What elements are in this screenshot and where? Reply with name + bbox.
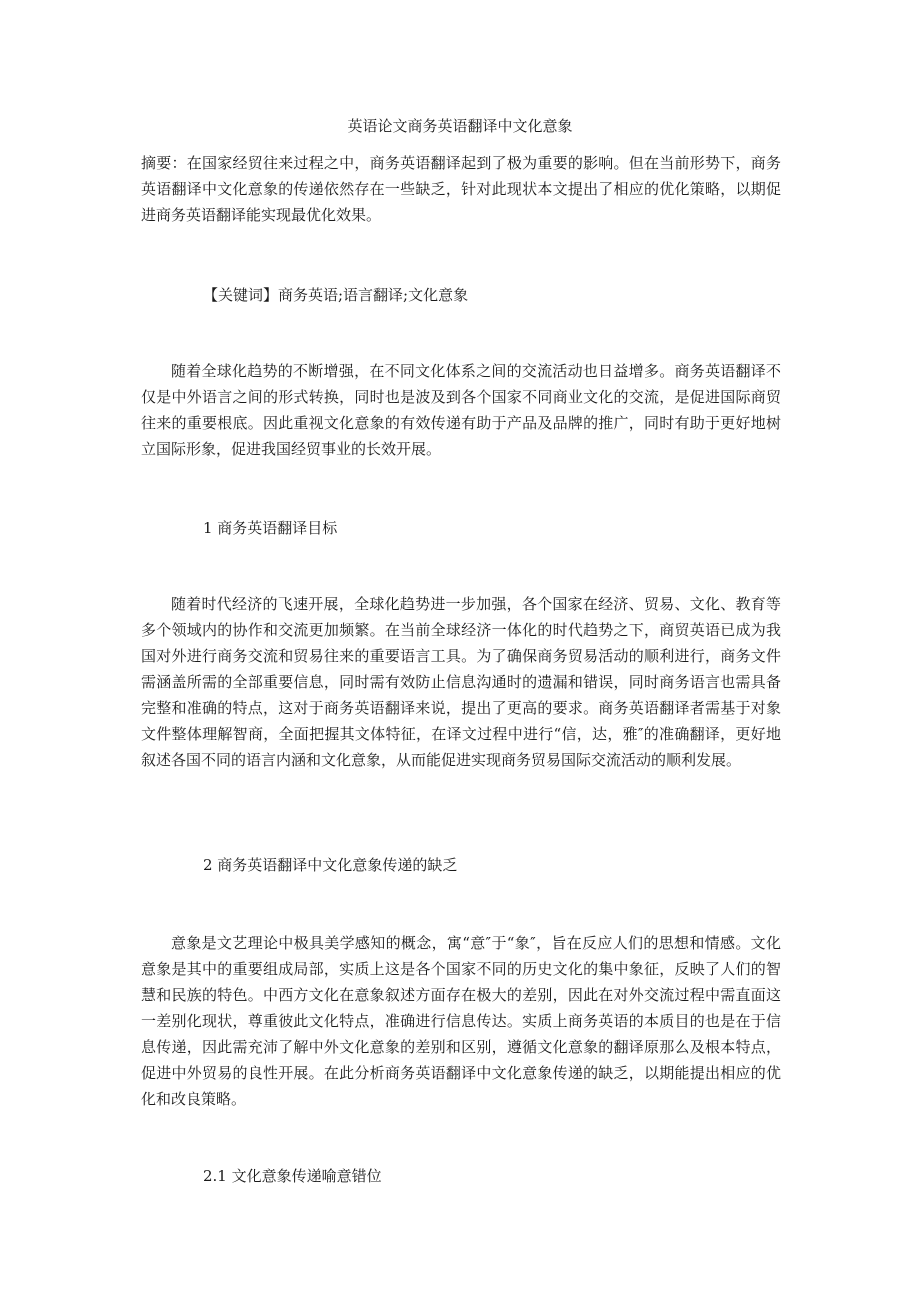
section-2-heading: 2 商务英语翻译中文化意象传递的缺乏 [203, 856, 458, 874]
document-title: 英语论文商务英语翻译中文化意象 [347, 117, 573, 135]
abstract-paragraph: 摘要：在国家经贸往来过程之中，商务英语翻译起到了极为重要的影响。但在当前形势下，商务英语翻译中文化意象的传递依然存在一些缺乏，针对此现状本文提出了相应的优化策略，以期促进商务英语翻译能实现最优化效果。 [141, 154, 781, 224]
intro-paragraph: 随着全球化趋势的不断增强，在不同文化体系之间的交流活动也日益增多。商务英语翻译不仅是中外语言之间的形式转换，同时也是波及到各个国家不同商业文化的交流，是促进国际商贸往来的重要根底。因此重视文化意象的有效传递有助于产品及品牌的推广，同时有助于更好地树立国际形象，促进我国经贸事业的长效开展。 [141, 362, 781, 458]
section-1-heading: 1 商务英语翻译目标 [203, 519, 338, 537]
section-2-1-heading: 2.1 文化意象传递喻意错位 [203, 1167, 382, 1185]
section-1-paragraph: 随着时代经济的飞速开展，全球化趋势进一步加强，各个国家在经济、贸易、文化、教育等多个领域内的协作和交流更加频繁。在当前全球经济一体化的时代趋势之下，商贸英语已成为我国对外进行商务交流和贸易往来的重要语言工具。为了确保商务贸易活动的顺利进行，商务文件需涵盖所需的全部重要信息，同时需有效防止信息沟通时的遗漏和错误，同时商务语言也需具备完整和准确的特点，这对于商务英语翻译来说，提出了更高的要求。商务英语翻译者需基于对象文件整体理解智商，全面把握其文体特征，在译文过程中进行“信，达，雅″的准确翻译，更好地叙述各国不同的语言内涵和文化意象，从而能促进实现商务贸易国际交流活动的顺利发展。 [141, 595, 781, 769]
keywords-line: 【关键词】商务英语;语言翻译;文化意象 [203, 286, 469, 304]
section-2-paragraph: 意象是文艺理论中极具美学感知的概念，寓“意″于“象″，旨在反应人们的思想和情感。文化意象是其中的重要组成局部，实质上这是各个国家不同的历史文化的集中象征，反映了人们的智慧和民族的特色。中西方文化在意象叙述方面存在极大的差别，因此在对外交流过程中需直面这一差别化现状，尊重彼此文化特点，准确进行信息传达。实质上商务英语的本质目的也是在于信息传递，因此需充沛了解中外文化意象的差别和区别，遵循文化意象的翻译原那么及根本特点，促进中外贸易的良性开展。在此分析商务英语翻译中文化意象传递的缺乏，以期能提出相应的优化和改良策略。 [141, 934, 781, 1108]
